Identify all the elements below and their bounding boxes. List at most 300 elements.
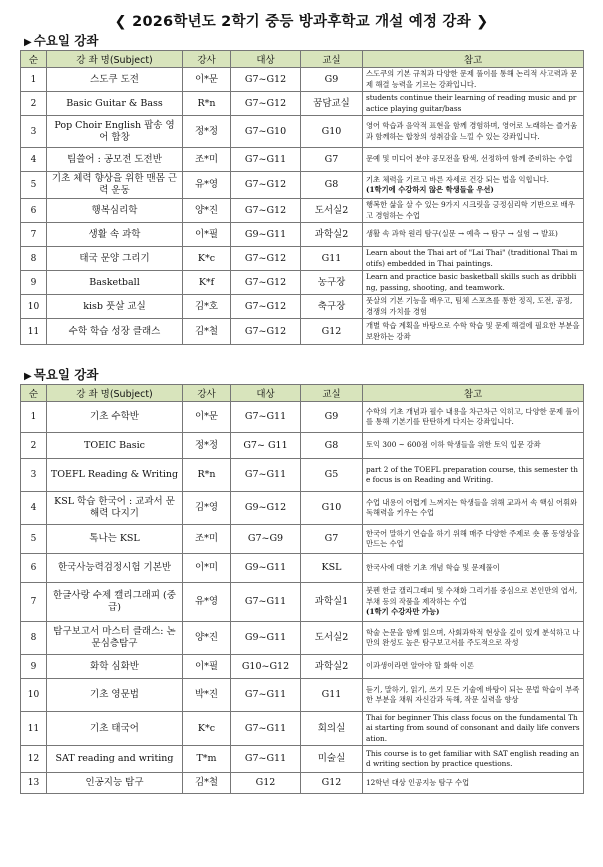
course-target-text: G7~G12 [244, 276, 287, 288]
course-number-text: 7 [30, 597, 37, 607]
thursday-section-label: 목요일 강좌 [33, 367, 99, 382]
course-name-text: 수학 학습 성장 클래스 [68, 325, 161, 337]
course-room [301, 199, 363, 223]
course-note-text: 한국사에 대한 기초 개념 학습 및 문제풀이 [366, 562, 500, 572]
course-note-text: 한국어 말하기 연습을 하기 위해 매주 다양한 주제로 숏 폼 동영상을 만드는 수업 [366, 528, 580, 548]
course-note [363, 172, 584, 199]
course-target [231, 402, 301, 433]
header-teacher: 강사 [183, 385, 231, 402]
course-name [47, 712, 183, 746]
course-target [231, 746, 301, 773]
header-target: 대상 [231, 51, 301, 68]
course-name-text: 기초 태국어 [90, 722, 139, 734]
course-number-text: 8 [30, 253, 37, 264]
course-name [47, 247, 183, 271]
course-teacher [183, 68, 231, 92]
course-room [301, 459, 363, 492]
course-number-text: 9 [30, 661, 37, 672]
course-row [21, 679, 584, 712]
course-teacher [183, 319, 231, 345]
course-room [301, 402, 363, 433]
course-room [301, 148, 363, 172]
course-teacher [183, 655, 231, 679]
course-number [21, 459, 47, 492]
course-number [21, 583, 47, 622]
course-teacher-text: 김*철 [194, 325, 219, 337]
course-row [21, 247, 584, 271]
course-room-text: G5 [324, 469, 339, 480]
header-subject: 강 좌 명(Subject) [47, 51, 183, 68]
course-number [21, 247, 47, 271]
course-note-text: 붓펜 한글 캘리그래피 및 수채화 그리기를 중심으로 본인만의 엽서, 부채 등의 작품을 제작하는 수업 [366, 586, 578, 606]
course-note [363, 554, 584, 583]
course-teacher-text: 양*진 [194, 204, 219, 216]
course-number-text: 7 [30, 229, 37, 240]
course-teacher [183, 492, 231, 525]
course-teacher [183, 459, 231, 492]
course-name [47, 525, 183, 554]
course-name [47, 172, 183, 199]
course-teacher [183, 223, 231, 247]
course-teacher-text: R*n [197, 97, 216, 109]
course-teacher [183, 148, 231, 172]
header-room: 교실 [301, 385, 363, 402]
course-note [363, 679, 584, 712]
course-note-text: students continue their learning of reading music and practice playing guitar/bass [366, 93, 577, 113]
course-teacher-text: 김*호 [194, 300, 219, 312]
page-title-text: 2026학년도 2학기 중등 방과후학교 개설 예정 강좌 [132, 14, 471, 30]
course-note [363, 271, 584, 295]
course-name-text: 스도쿠 도전 [90, 73, 139, 85]
course-target [231, 622, 301, 655]
course-teacher [183, 295, 231, 319]
course-room-text: 과학실2 [314, 660, 349, 672]
header-target: 대상 [231, 385, 301, 402]
course-target-text: G7~G12 [244, 97, 287, 109]
course-number-text: 1 [30, 412, 37, 422]
course-room-text: G7 [324, 533, 339, 544]
course-target [231, 554, 301, 583]
course-number [21, 746, 47, 773]
course-note [363, 712, 584, 746]
course-note [363, 199, 584, 223]
course-note [363, 525, 584, 554]
course-teacher-text: T*m [196, 753, 217, 765]
course-room [301, 172, 363, 199]
course-name-text: 화학 심화반 [90, 660, 139, 672]
course-room-text: G12 [321, 325, 342, 337]
course-number [21, 116, 47, 148]
course-note [363, 92, 584, 116]
course-row [21, 712, 584, 746]
course-number [21, 402, 47, 433]
course-name [47, 433, 183, 459]
course-name-text: 톡나는 KSL [89, 533, 140, 544]
course-target [231, 492, 301, 525]
course-note-text: This course is to get familiar with SAT english reading and writing section by practice questions. [366, 748, 580, 769]
course-target [231, 583, 301, 622]
course-target-text: G9~G11 [244, 562, 287, 573]
course-room [301, 68, 363, 92]
course-target [231, 116, 301, 148]
course-teacher-text: 이*필 [194, 228, 219, 240]
course-note [363, 68, 584, 92]
course-target-text: G7~G12 [244, 325, 287, 337]
course-target [231, 68, 301, 92]
course-room [301, 92, 363, 116]
course-note [363, 247, 584, 271]
course-number [21, 433, 47, 459]
course-note-text: 수학의 기초 개념과 필수 내용을 차근차근 익히고, 다양한 문제 풀이를 통해 기본기를 탄탄하게 다지는 강좌입니다. [366, 406, 580, 426]
course-name-text: 한국사능력검정시험 기본반 [57, 562, 172, 573]
course-room [301, 583, 363, 622]
course-name [47, 148, 183, 172]
course-number [21, 773, 47, 794]
course-target [231, 271, 301, 295]
course-note-text: 스도쿠의 기본 규칙과 다양한 문제 풀이를 통해 논리적 사고력과 문제 해결 능력을 기르는 강좌입니다. [366, 69, 578, 89]
course-teacher [183, 746, 231, 773]
course-name-text: 기초 영문법 [90, 689, 139, 700]
course-row [21, 583, 584, 622]
course-teacher [183, 402, 231, 433]
course-number-text: 12 [27, 754, 40, 765]
course-room-text: 회의실 [317, 722, 346, 734]
course-note-text: 영어 학습과 음악적 표현을 함께 경험하며, 영어로 노래하는 즐거움과 함께하는 합창의 성취감을 느낄 수 있는 강좌입니다. [366, 121, 578, 141]
course-target-text: G7~G12 [244, 252, 287, 264]
course-target-text: G7~G11 [244, 753, 287, 765]
course-row [21, 92, 584, 116]
course-name [47, 622, 183, 655]
course-note-text: part 2 of the TOEFL preparation course, this semester the focus is on Reading and Writing. [366, 464, 578, 484]
course-room [301, 712, 363, 746]
course-note [363, 622, 584, 655]
course-room [301, 295, 363, 319]
course-teacher [183, 199, 231, 223]
course-name [47, 271, 183, 295]
course-teacher [183, 116, 231, 148]
course-number-text: 4 [30, 154, 37, 165]
course-row [21, 459, 584, 492]
course-row [21, 68, 584, 92]
chevron-right-icon: ❯ [476, 14, 489, 30]
course-number-text: 10 [27, 301, 40, 312]
course-target-text: G7~G11 [244, 411, 287, 422]
course-room-text: 도서실2 [314, 204, 349, 216]
course-row [21, 622, 584, 655]
course-number [21, 223, 47, 247]
course-teacher-text: 조*미 [194, 533, 219, 544]
course-name-text: 팀쓸어 : 공모전 도전반 [67, 153, 162, 165]
course-note-text: 기초 체력을 기르고 바른 자세로 건강 되는 법을 익힙니다. [366, 174, 549, 184]
course-target-text: G7~G11 [244, 722, 287, 734]
course-target-text: G7~G9 [247, 533, 284, 544]
course-row [21, 295, 584, 319]
course-room-text: G9 [324, 73, 339, 85]
course-number-text: 3 [30, 126, 37, 137]
course-number [21, 712, 47, 746]
course-number-text: 8 [30, 633, 37, 643]
course-teacher-text: 정*정 [194, 439, 219, 451]
course-name [47, 773, 183, 794]
course-number [21, 554, 47, 583]
course-teacher-text: R*n [197, 469, 216, 480]
course-target [231, 223, 301, 247]
course-name [47, 746, 183, 773]
course-target [231, 459, 301, 492]
course-target-text: G9~G11 [244, 632, 287, 643]
course-number-text: 6 [30, 205, 37, 216]
course-row [21, 116, 584, 148]
course-note [363, 492, 584, 525]
course-number-text: 11 [27, 723, 40, 734]
course-row [21, 492, 584, 525]
course-name-text: TOEFL Reading & Writing [50, 469, 179, 480]
course-room [301, 492, 363, 525]
course-row [21, 525, 584, 554]
course-teacher-text: K*c [197, 722, 216, 734]
course-room [301, 773, 363, 794]
course-teacher-text: 이*문 [194, 73, 219, 85]
course-row [21, 199, 584, 223]
course-teacher [183, 773, 231, 794]
course-number-text: 5 [30, 180, 37, 190]
course-target-text: G7~G12 [244, 204, 287, 216]
course-teacher [183, 525, 231, 554]
course-teacher [183, 679, 231, 712]
course-room-text: 과학실1 [314, 596, 349, 607]
course-note-text: 풋살의 기본 기능을 배우고, 팀체 스포츠를 통한 정직, 도전, 공정, 경쟁의 가치를 경험 [366, 296, 573, 316]
course-room [301, 554, 363, 583]
course-number [21, 199, 47, 223]
course-note [363, 459, 584, 492]
course-room-text: 꿈담교실 [313, 97, 350, 109]
course-target [231, 319, 301, 345]
course-note-text: 문예 및 미디어 분야 공모전을 탐색, 선정하여 함께 준비하는 수업 [366, 154, 573, 164]
course-target-text: G7~G12 [244, 73, 287, 85]
course-teacher-text: 이*미 [194, 562, 219, 573]
course-room-text: KSL [321, 562, 342, 573]
course-room [301, 319, 363, 345]
course-target [231, 172, 301, 199]
thursday-course-table [20, 384, 584, 794]
course-note [363, 746, 584, 773]
course-target [231, 773, 301, 794]
course-room-text: 축구장 [317, 300, 346, 312]
course-target [231, 433, 301, 459]
course-target-text: G7~G11 [244, 469, 287, 480]
triangle-right-icon: ▶ [24, 37, 32, 48]
course-number [21, 525, 47, 554]
thursday-table-body [21, 402, 584, 794]
course-target [231, 655, 301, 679]
course-room-text: G8 [324, 179, 339, 190]
course-row [21, 655, 584, 679]
course-room-text: 미술실 [317, 753, 346, 765]
course-teacher [183, 583, 231, 622]
course-row [21, 773, 584, 794]
course-number-text: 2 [30, 98, 37, 109]
course-name [47, 679, 183, 712]
course-target-text: G12 [255, 777, 276, 789]
course-teacher [183, 433, 231, 459]
course-number-text: 13 [27, 778, 40, 789]
course-name [47, 583, 183, 622]
course-target-text: G7~G10 [244, 125, 287, 137]
course-target-text: G7~G12 [244, 179, 287, 190]
course-room-text: G8 [324, 439, 339, 451]
course-row [21, 271, 584, 295]
course-number [21, 148, 47, 172]
thursday-section-heading [24, 367, 583, 382]
chevron-left-icon: ❮ [114, 14, 127, 30]
wednesday-table-header [21, 51, 584, 68]
course-target-text: G9~G11 [244, 228, 287, 240]
header-note: 참고 [363, 51, 584, 68]
course-room [301, 655, 363, 679]
course-name-text: 행복심리학 [91, 204, 138, 216]
course-room-text: G12 [321, 777, 342, 789]
course-name-text: 인공지능 탐구 [85, 777, 144, 789]
course-teacher [183, 622, 231, 655]
course-name-text: Basic Guitar & Bass [66, 97, 163, 109]
header-subject: 강 좌 명(Subject) [47, 385, 183, 402]
course-room [301, 247, 363, 271]
course-note-text: 생활 속 과학 원리 탐구(실문 → 예측 → 탐구 → 실험 → 발표) [366, 229, 558, 239]
course-name [47, 223, 183, 247]
course-teacher-text: K*f [198, 276, 215, 288]
course-room [301, 271, 363, 295]
course-name-text: TOEIC Basic [84, 439, 145, 451]
course-name-text: Pop Choir English 팝송 영어 합창 [54, 119, 175, 143]
course-number-text: 6 [30, 563, 37, 573]
course-name-text: SAT reading and writing [55, 753, 174, 765]
course-name-text: 탐구보고서 마스터 클래스: 논문심층탐구 [53, 626, 176, 649]
course-name-text: 기초 수학반 [90, 411, 139, 422]
course-name-text: KSL 학습 한국어 : 교과서 문해력 다지기 [54, 496, 175, 519]
course-target-text: G7~G12 [244, 300, 287, 312]
course-room [301, 525, 363, 554]
course-name [47, 295, 183, 319]
course-note [363, 583, 584, 622]
course-name [47, 554, 183, 583]
course-name [47, 492, 183, 525]
course-row [21, 402, 584, 433]
course-teacher [183, 271, 231, 295]
course-room [301, 622, 363, 655]
course-number-text: 5 [30, 534, 37, 544]
course-room-text: 도서실2 [314, 632, 349, 643]
course-name [47, 655, 183, 679]
course-note-text: 수업 내용이 어렵게 느껴지는 학생들을 위해 교과서 속 핵심 어휘와 독해력을 키우는 수업 [366, 497, 578, 517]
course-target-text: G7~G11 [244, 689, 287, 700]
wednesday-course-table [20, 50, 584, 345]
course-row [21, 148, 584, 172]
course-note-text: 듣기, 말하기, 읽기, 쓰기 모든 기술에 바탕이 되는 문법 학습이 부족한 부분을 채워 자신감과 독해, 작문 실력을 향상 [366, 684, 580, 704]
course-number [21, 679, 47, 712]
course-note [363, 402, 584, 433]
course-note-text: 토익 300 ~ 600점 이하 학생들을 위한 토익 입문 강좌 [366, 440, 541, 450]
course-name [47, 459, 183, 492]
course-number [21, 492, 47, 525]
header-note: 참고 [363, 385, 584, 402]
course-name-text: 한글사랑 수제 캘리그래피 (중급) [53, 590, 176, 613]
course-note [363, 655, 584, 679]
course-name [47, 92, 183, 116]
course-row [21, 319, 584, 345]
page-title [20, 0, 583, 32]
course-name-text: kisb 풋살 교실 [83, 300, 146, 312]
course-room-text: 농구장 [317, 276, 346, 288]
course-note-text: Learn about the Thai art of "Lai Thai" (traditional Thai motifs) embedded in Thai paintings. [366, 248, 578, 268]
course-target [231, 712, 301, 746]
thursday-table-header [21, 385, 584, 402]
course-number [21, 295, 47, 319]
course-note [363, 148, 584, 172]
course-target-text: G7~G11 [244, 153, 287, 165]
course-name [47, 402, 183, 433]
course-room [301, 679, 363, 712]
course-note-text: 학술 논문을 함께 읽으며, 사회과학적 현상을 깊이 있게 분석하고 나만의 완성도 높은 탐구보고서를 주도적으로 작성 [366, 627, 580, 647]
header-teacher: 강사 [183, 51, 231, 68]
header-no: 순 [21, 51, 47, 68]
course-note-emphasis: (1학기 수강자만 가능) [366, 607, 440, 617]
course-teacher-text: 유*영 [194, 596, 219, 607]
course-number-text: 3 [30, 470, 37, 480]
course-teacher [183, 172, 231, 199]
course-name-text: Basketball [89, 276, 140, 288]
course-note-text: 개별 학습 계획을 바탕으로 수학 학습 및 문제 해결에 필요한 부분을 보완하는 강좌 [366, 321, 580, 341]
course-teacher-text: 양*진 [194, 632, 219, 643]
course-row [21, 433, 584, 459]
course-target-text: G7~ G11 [243, 439, 288, 451]
course-teacher [183, 712, 231, 746]
course-note [363, 773, 584, 794]
course-name [47, 319, 183, 345]
course-note-text: 12학년 대상 인공지능 탐구 수업 [366, 778, 470, 788]
course-teacher-text: K*c [197, 252, 216, 264]
course-note-text: Learn and practice basic basketball skills such as dribbling, passing, shooting, and teamwork. [366, 272, 577, 292]
course-note-text: 행복한 삶을 살 수 있는 9가지 시크릿을 긍정심리학 기반으로 배우고 경험하는 수업 [366, 200, 575, 220]
course-number [21, 92, 47, 116]
course-teacher-text: 김*철 [194, 777, 219, 789]
course-room [301, 746, 363, 773]
course-teacher-text: 유*영 [194, 179, 219, 190]
course-number [21, 622, 47, 655]
course-note [363, 433, 584, 459]
course-room-text: G9 [324, 411, 339, 422]
course-target [231, 247, 301, 271]
course-row [21, 223, 584, 247]
course-name-text: 태국 문양 그리기 [79, 252, 150, 264]
course-name-text: 생활 속 과학 [88, 228, 141, 240]
course-room [301, 223, 363, 247]
course-number [21, 271, 47, 295]
course-target-text: G7~G11 [244, 596, 287, 607]
course-teacher-text: 이*문 [194, 411, 219, 422]
course-teacher [183, 92, 231, 116]
course-room [301, 116, 363, 148]
wednesday-table-body [21, 68, 584, 345]
course-name [47, 116, 183, 148]
course-number-text: 11 [27, 326, 40, 337]
course-note-emphasis: (1학기에 수강하지 않은 학생들을 우선) [366, 185, 494, 194]
course-name-text: 기초 체력 향상을 위한 맨몸 근력 운동 [51, 173, 178, 196]
course-teacher-text: 박*진 [194, 689, 219, 700]
course-row [21, 746, 584, 773]
course-teacher-text: 조*미 [194, 153, 219, 165]
course-note [363, 319, 584, 345]
course-room-text: G10 [321, 125, 342, 137]
